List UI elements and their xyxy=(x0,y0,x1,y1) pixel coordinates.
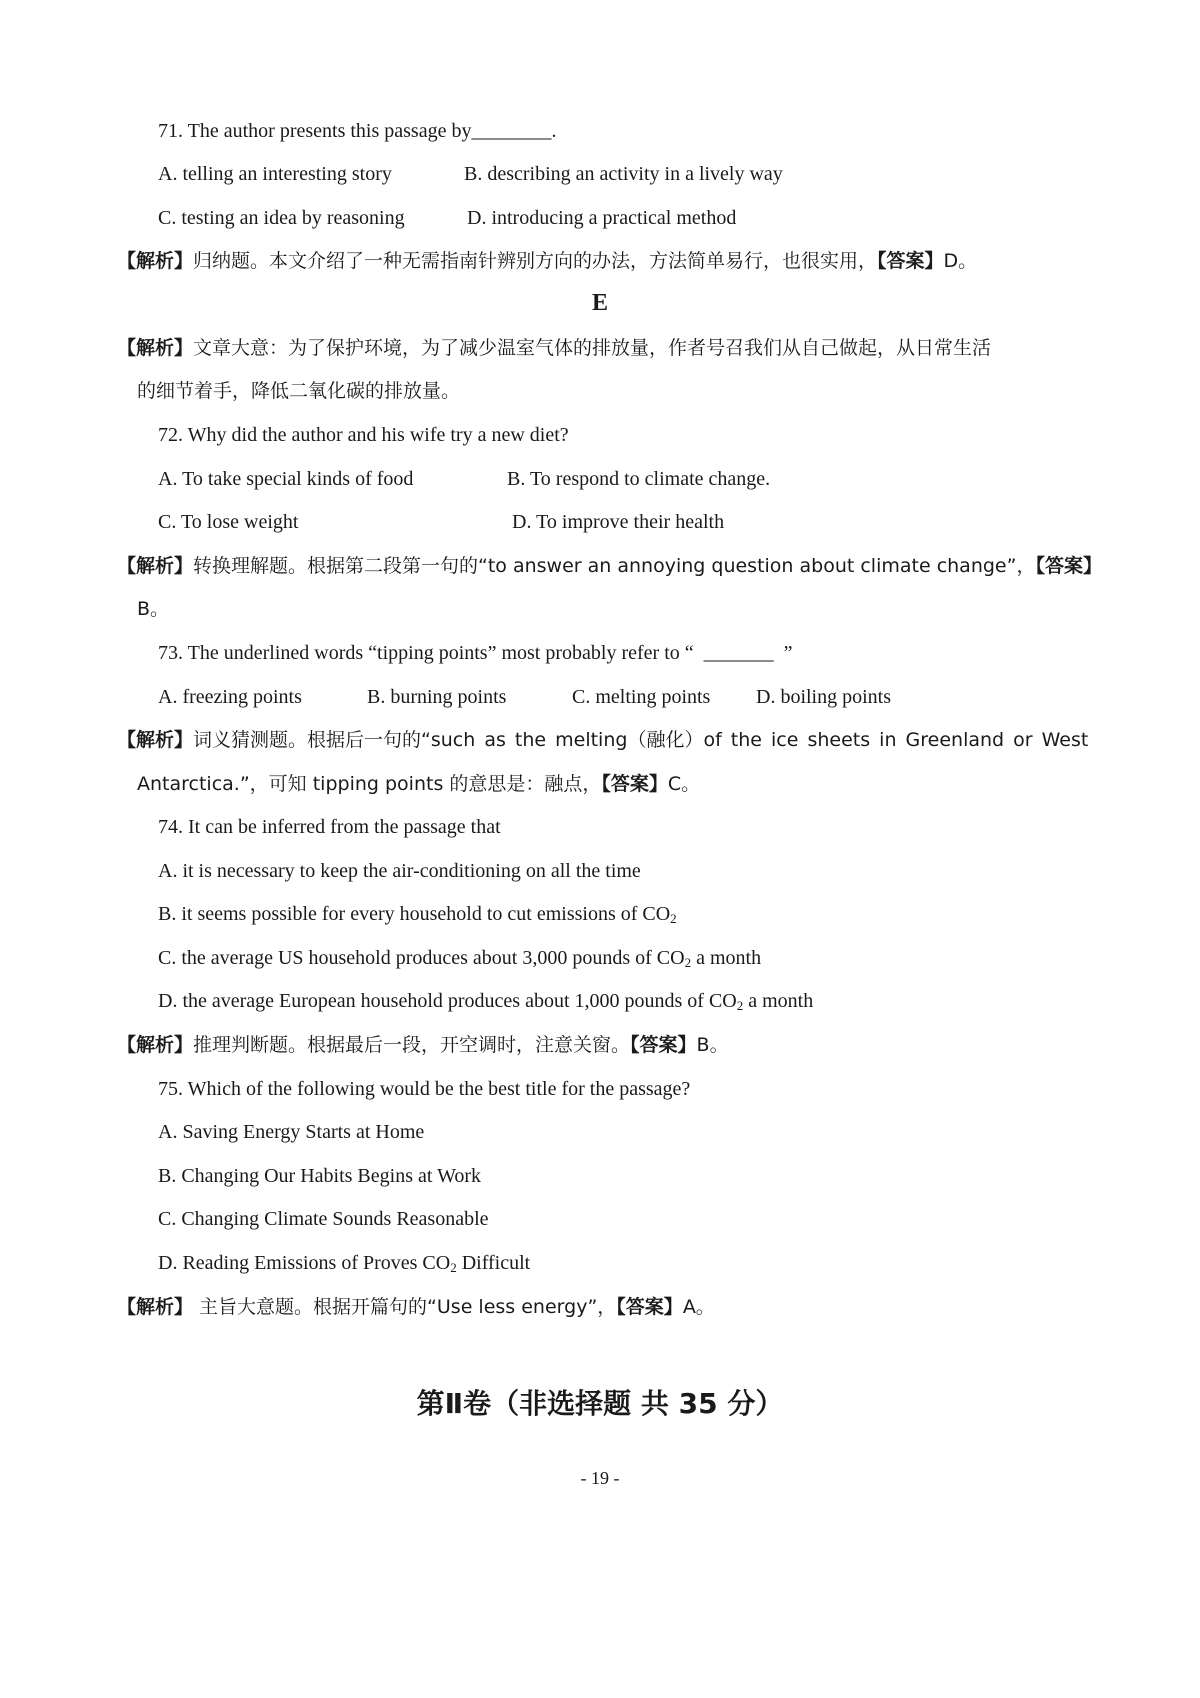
option-a: A. To take special kinds of food xyxy=(158,468,414,490)
analysis-72-cont: B。 xyxy=(137,598,170,620)
question-75-stem: 75. Which of the following would be the best title for the passage? xyxy=(158,1078,691,1100)
question-74-stem: 74. It can be inferred from the passage that xyxy=(158,816,501,838)
question-75-option-c: C. Changing Climate Sounds Reasonable xyxy=(158,1208,489,1230)
question-75-option-a: A. Saving Energy Starts at Home xyxy=(158,1121,425,1143)
analysis-73: 【解析】词义猜测题。根据后一句的“such as the melting（融化）of the ice sheets in Greenland or West xyxy=(117,729,1089,751)
analysis-75: 【解析】 主旨大意题。根据开篇句的“Use less energy”，【答案】A。 xyxy=(117,1296,715,1318)
question-75-option-d: D. Reading Emissions of Proves $CO_2$ Difficult xyxy=(158,1252,531,1275)
question-71-stem: 71. The author presents this passage by________. xyxy=(158,120,557,142)
option-c: C. melting points xyxy=(572,686,711,708)
question-71-options-ab xyxy=(158,161,783,187)
option-b: B. describing an activity in a lively way xyxy=(464,163,783,185)
question-74-option-b: B. it seems possible for every household to cut emissions of $CO_2$ xyxy=(158,903,677,926)
option-b: B. To respond to climate change. xyxy=(507,468,771,490)
question-72-options-ab xyxy=(158,466,770,492)
analysis-72: 【解析】转换理解题。根据第二段第一句的“to answer an annoying question about climate change”，【答案】 xyxy=(117,555,1102,577)
question-73-options xyxy=(158,684,891,710)
question-71-options-cd xyxy=(158,205,736,231)
question-75-option-b: B. Changing Our Habits Begins at Work xyxy=(158,1165,481,1187)
option-d: D. To improve their health xyxy=(512,511,725,533)
option-c: C. To lose weight xyxy=(158,511,299,533)
option-b: B. burning points xyxy=(367,686,507,708)
analysis-71: 【解析】归纳题。本文介绍了一种无需指南针辨别方向的办法，方法简单易行，也很实用，【答案】D。 xyxy=(117,250,978,272)
page-number: - 19 - xyxy=(580,1468,620,1488)
question-72-options-cd xyxy=(158,509,724,535)
option-d: D. introducing a practical method xyxy=(467,207,737,229)
question-74-option-c: C. the average US household produces about 3,000 pounds of $CO_2$ a month xyxy=(158,947,762,970)
section-heading-e: E xyxy=(591,290,608,316)
question-72-stem: 72. Why did the author and his wife try a new diet? xyxy=(158,424,569,446)
question-74-option-a: A. it is necessary to keep the air-conditioning on all the time xyxy=(158,860,641,882)
question-73-stem: 73. The underlined words “tipping points” most probably refer to “ _______ ” xyxy=(158,642,793,664)
analysis-74: 【解析】推理判断题。根据最后一段，开空调时，注意关窗。【答案】B。 xyxy=(117,1034,729,1056)
option-a: A. freezing points xyxy=(158,686,302,708)
option-a: A. telling an interesting story xyxy=(158,163,392,185)
part-2-title: 第Ⅱ卷（非选择题 共 35 分） xyxy=(416,1387,784,1420)
passage-summary: 【解析】文章大意：为了保护环境，为了减少温室气体的排放量，作者号召我们从自己做起，从日常生活 xyxy=(117,337,992,359)
passage-summary-cont: 的细节着手，降低二氧化碳的排放量。 xyxy=(137,380,461,402)
option-c: C. testing an idea by reasoning xyxy=(158,207,405,229)
question-74-option-d: D. the average European household produces about 1,000 pounds of $CO_2$ a month xyxy=(158,990,814,1013)
option-d: D. boiling points xyxy=(756,686,892,708)
analysis-73-cont: Antarctica.”，可知 tipping points 的意思是：融点，【答案】C。 xyxy=(137,773,701,795)
